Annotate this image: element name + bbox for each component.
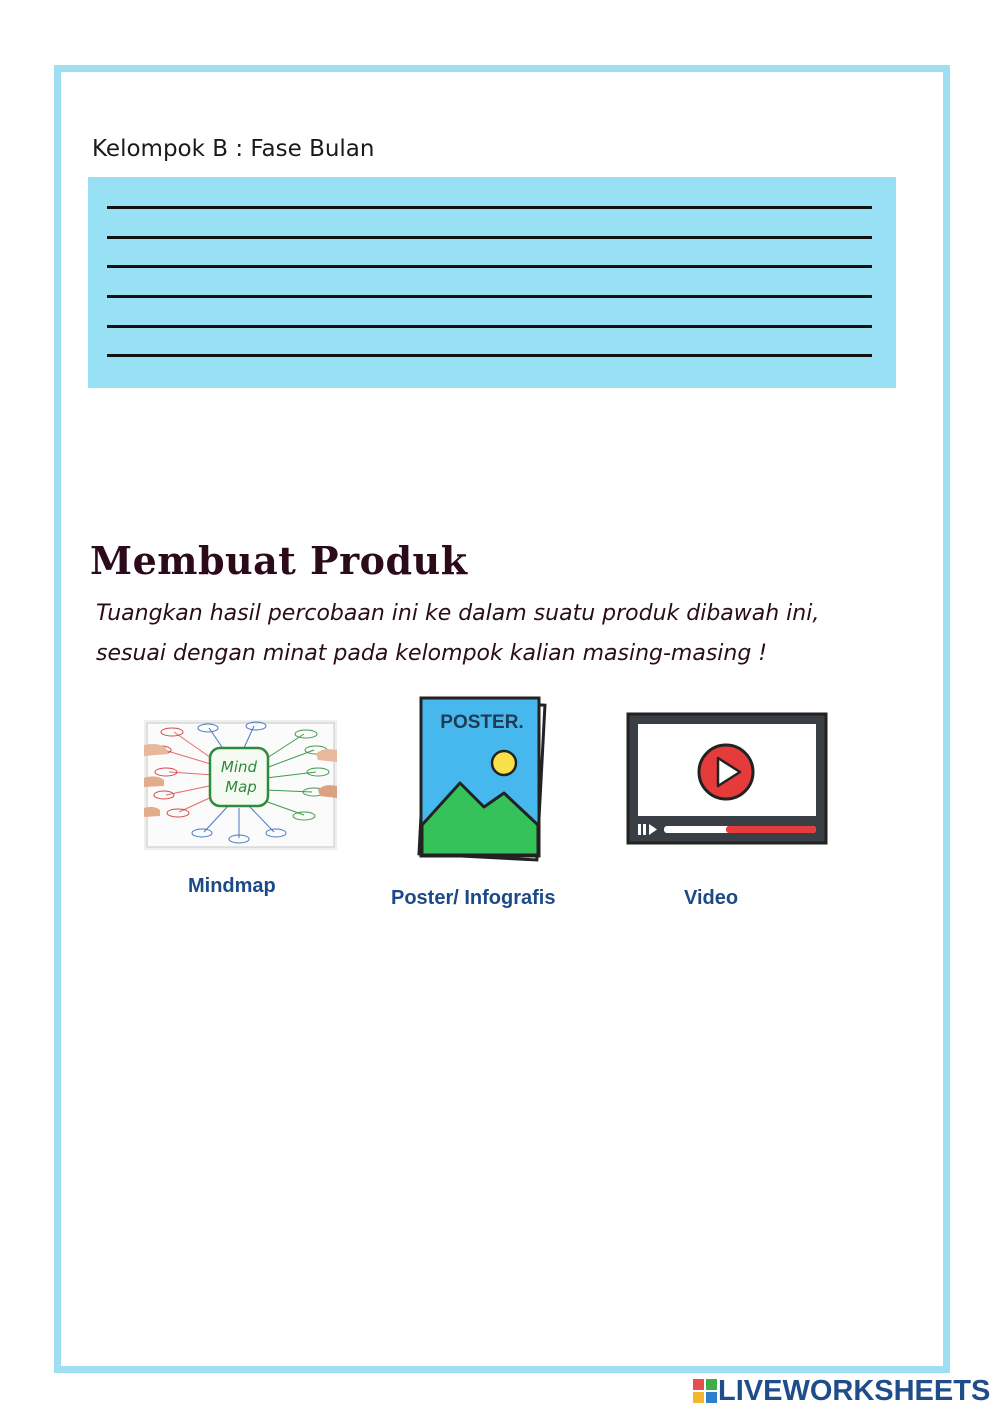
poster-inner-text: POSTER. — [440, 712, 524, 733]
poster-option[interactable] — [412, 695, 548, 863]
liveworksheets-logo-icon — [692, 1378, 718, 1404]
mindmap-photo-icon — [144, 720, 337, 850]
answer-line-3[interactable] — [107, 265, 872, 268]
video-progress-fill — [726, 826, 816, 833]
mindmap-inner-text-2: Map — [225, 778, 257, 796]
liveworksheets-watermark — [692, 1374, 990, 1408]
group-label: Kelompok B : Fase Bulan — [92, 136, 375, 162]
answer-line-1[interactable] — [107, 206, 872, 209]
answer-line-4[interactable] — [107, 295, 872, 298]
mindmap-inner-text-1: Mind — [220, 758, 258, 776]
answer-line-5[interactable] — [107, 325, 872, 328]
watermark-text: LIVEWORKSHEETS — [718, 1374, 991, 1407]
video-player-icon — [626, 712, 828, 845]
poster-icon — [412, 695, 548, 863]
answer-line-2[interactable] — [107, 236, 872, 239]
mindmap-label: Mindmap — [188, 875, 276, 897]
answer-box[interactable] — [88, 177, 896, 388]
answer-line-6[interactable] — [107, 354, 872, 357]
section-title: Membuat Produk — [90, 538, 468, 583]
video-label: Video — [684, 887, 739, 909]
instruction-line-2: sesuai dengan minat pada kelompok kalian masing-masing ! — [96, 641, 768, 666]
instruction-text — [96, 594, 896, 674]
mindmap-option[interactable] — [144, 720, 337, 850]
video-option[interactable] — [626, 712, 828, 845]
instruction-line-1: Tuangkan hasil percobaan ini ke dalam suatu produk dibawah ini, — [96, 601, 820, 626]
poster-label: Poster/ Infografis — [391, 887, 556, 909]
